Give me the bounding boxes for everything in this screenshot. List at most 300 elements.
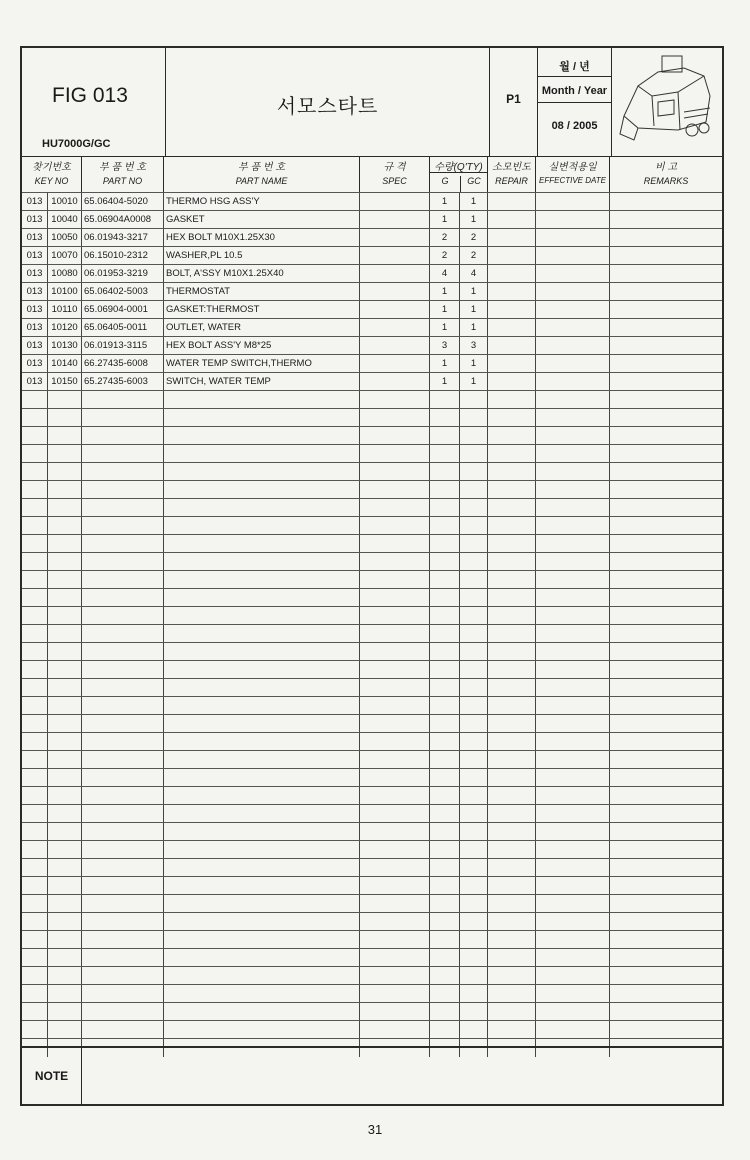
spec-cell [360,1003,430,1021]
part-name-cell [164,1021,360,1039]
qty-g-cell [430,769,460,787]
qty-gc-cell [460,733,488,751]
qty-g-cell: 1 [430,319,460,337]
spec-cell [360,463,430,481]
fig-cell [22,895,48,913]
repair-cell [488,301,536,319]
effective-cell [536,823,610,841]
spec-cell [360,193,430,211]
fig-cell [22,985,48,1003]
remarks-cell [610,463,722,481]
key-cell [48,949,82,967]
remarks-cell [610,841,722,859]
part-name-cell [164,841,360,859]
table-row [22,444,722,463]
key-cell: 10070 [48,247,82,265]
key-cell [48,661,82,679]
fig-cell [22,823,48,841]
qty-g-cell [430,535,460,553]
part-no-cell: 65.06402-5003 [82,283,164,301]
qty-g-cell [430,643,460,661]
qty-g-cell [430,931,460,949]
table-row [22,426,722,445]
qty-g-cell: 1 [430,301,460,319]
fig-cell [22,877,48,895]
remarks-cell [610,499,722,517]
spec-cell [360,589,430,607]
fig-cell [22,787,48,805]
part-no-cell [82,445,164,463]
part-no-cell [82,913,164,931]
part-no-cell [82,697,164,715]
part-name-cell [164,553,360,571]
spec-cell [360,373,430,391]
spec-cell [360,715,430,733]
remarks-cell [610,409,722,427]
spec-cell [360,823,430,841]
fig-cell: 013 [22,373,48,391]
qty-gc-cell [460,931,488,949]
part-no-cell [82,1003,164,1021]
part-no-cell [82,481,164,499]
fig-cell [22,733,48,751]
fig-cell [22,913,48,931]
fig-cell: 013 [22,265,48,283]
effective-cell [536,517,610,535]
key-cell: 10050 [48,229,82,247]
spec-cell [360,283,430,301]
qty-g-cell [430,715,460,733]
qty-g-cell [430,751,460,769]
spec-cell [360,211,430,229]
spec-cell [360,355,430,373]
table-row [22,588,722,607]
part-name-cell [164,661,360,679]
qty-gc-cell [460,823,488,841]
table-header [22,156,722,192]
page-title: 서모스타트 [276,96,379,118]
qty-gc-cell [460,913,488,931]
fig-cell [22,427,48,445]
part-no-cell [82,625,164,643]
key-cell: 10140 [48,355,82,373]
repair-cell [488,733,536,751]
parts-sheet [20,46,724,1106]
spec-cell [360,1021,430,1039]
key-cell [48,481,82,499]
part-name-cell [164,985,360,1003]
remarks-cell [610,301,722,319]
fig-cell [22,571,48,589]
part-name-cell: WASHER,PL 10.5 [164,247,360,265]
part-name-cell [164,463,360,481]
effective-cell [536,301,610,319]
qty-gc-cell [460,679,488,697]
fig-cell [22,769,48,787]
table-row [22,840,722,859]
part-no-cell [82,733,164,751]
fig-cell [22,607,48,625]
effective-cell [536,841,610,859]
remarks-cell [610,877,722,895]
qty-gc-cell: 1 [460,355,488,373]
effective-cell [536,553,610,571]
effective-cell [536,571,610,589]
repair-cell [488,1021,536,1039]
repair-cell [488,409,536,427]
effective-cell [536,859,610,877]
fig-cell: 013 [22,193,48,211]
part-no-cell: 65.06904A0008 [82,211,164,229]
qty-g-cell [430,913,460,931]
table-row [22,966,722,985]
table-row [22,876,722,895]
part-name-cell [164,571,360,589]
fig-cell: 013 [22,337,48,355]
key-cell [48,733,82,751]
spec-cell [360,661,430,679]
repair-cell [488,679,536,697]
qty-g-cell [430,733,460,751]
effective-cell [536,625,610,643]
effective-cell [536,769,610,787]
part-name-cell [164,715,360,733]
effective-cell [536,661,610,679]
spec-cell [360,877,430,895]
remarks-cell [610,553,722,571]
spec-cell [360,967,430,985]
spec-cell [360,535,430,553]
qty-gc-cell [460,409,488,427]
remarks-cell [610,679,722,697]
remarks-cell [610,751,722,769]
fig-cell [22,535,48,553]
fig-cell [22,499,48,517]
effective-cell [536,229,610,247]
effective-cell [536,373,610,391]
part-name-cell [164,589,360,607]
repair-cell [488,463,536,481]
repair-cell [488,607,536,625]
spec-cell [360,427,430,445]
key-cell [48,391,82,409]
part-no-cell [82,1021,164,1039]
spec-cell [360,409,430,427]
qty-gc-cell [460,877,488,895]
repair-cell [488,499,536,517]
remarks-cell [610,571,722,589]
qty-gc-cell [460,499,488,517]
repair-cell [488,949,536,967]
page-number: 31 [367,1122,383,1137]
key-cell: 10150 [48,373,82,391]
spec-cell [360,319,430,337]
date-korean-label: 월 / 년 [559,61,590,73]
note-section [22,1046,722,1104]
part-name-cell [164,697,360,715]
fig-cell: 013 [22,229,48,247]
effective-cell [536,733,610,751]
repair-cell [488,895,536,913]
key-cell [48,1003,82,1021]
key-cell [48,535,82,553]
part-name-cell [164,913,360,931]
part-no-cell [82,607,164,625]
table-row [22,984,722,1003]
repair-cell [488,769,536,787]
effective-cell [536,589,610,607]
part-name-cell: BOLT, A'SSY M10X1.25X40 [164,265,360,283]
remarks-cell [610,517,722,535]
remarks-cell [610,949,722,967]
spec-cell [360,625,430,643]
table-row [22,912,722,931]
repair-cell [488,517,536,535]
table-row [22,462,722,481]
remarks-cell [610,733,722,751]
repair-cell [488,913,536,931]
fig-cell [22,697,48,715]
spec-cell [360,517,430,535]
qty-g-cell [430,895,460,913]
part-no-cell [82,391,164,409]
fig-cell: 013 [22,301,48,319]
repair-cell [488,319,536,337]
effective-cell [536,499,610,517]
part-no-cell: 06.01913-3115 [82,337,164,355]
fig-cell [22,48,166,156]
fig-cell [22,445,48,463]
part-no-cell [82,517,164,535]
repair-cell [488,661,536,679]
part-name-cell [164,535,360,553]
table-row [22,480,722,499]
remarks-cell [610,283,722,301]
repair-cell [488,625,536,643]
qty-g-cell [430,607,460,625]
part-name-cell [164,895,360,913]
key-cell: 10130 [48,337,82,355]
repair-cell [488,391,536,409]
qty-gc-cell [460,805,488,823]
key-cell [48,679,82,697]
col-spec: 규 격 SPEC [360,156,430,192]
spec-cell [360,643,430,661]
part-name-cell [164,481,360,499]
remarks-cell [610,661,722,679]
spec-cell [360,931,430,949]
effective-cell [536,751,610,769]
key-cell [48,859,82,877]
fig-cell [22,805,48,823]
part-no-cell [82,787,164,805]
fig-cell [22,517,48,535]
remarks-cell [610,1021,722,1039]
part-name-cell [164,805,360,823]
effective-cell [536,211,610,229]
part-no-cell [82,535,164,553]
part-name-cell [164,391,360,409]
remarks-cell [610,247,722,265]
spec-cell [360,481,430,499]
col-qty: 수량(Q'TY) G GC [430,156,488,192]
table-row [22,516,722,535]
effective-cell [536,805,610,823]
effective-cell [536,607,610,625]
part-name-cell [164,517,360,535]
qty-g-cell [430,679,460,697]
key-cell [48,553,82,571]
spec-cell [360,391,430,409]
spec-cell [360,787,430,805]
part-name-cell [164,409,360,427]
part-name-cell [164,931,360,949]
table-row [22,498,722,517]
repair-cell [488,967,536,985]
part-no-cell [82,877,164,895]
qty-gc-cell: 1 [460,319,488,337]
qty-g-cell [430,787,460,805]
key-cell [48,841,82,859]
part-name-cell [164,751,360,769]
qty-g-cell [430,949,460,967]
table-row [22,894,722,913]
spec-cell [360,913,430,931]
table-row [22,768,722,787]
qty-gc-cell [460,571,488,589]
spec-cell [360,841,430,859]
repair-cell [488,355,536,373]
qty-g-cell [430,967,460,985]
col-key-no: 찾기번호 KEY NO [22,156,82,192]
qty-gc-cell [460,697,488,715]
spec-cell [360,607,430,625]
effective-cell [536,1021,610,1039]
repair-cell [488,1003,536,1021]
col-effective-date: 실변적용일 EFFECTIVE DATE [536,156,610,192]
qty-g-cell: 1 [430,283,460,301]
effective-cell [536,337,610,355]
remarks-cell [610,373,722,391]
qty-g-cell [430,625,460,643]
spec-cell [360,445,430,463]
qty-gc-cell [460,1021,488,1039]
qty-g-cell [430,517,460,535]
date-cell [538,48,612,156]
spec-cell [360,733,430,751]
effective-cell [536,949,610,967]
repair-cell [488,931,536,949]
spec-cell [360,571,430,589]
table-row [22,732,722,751]
table-row [22,300,722,319]
part-no-cell [82,931,164,949]
spec-cell [360,769,430,787]
fig-cell [22,949,48,967]
part-no-cell [82,571,164,589]
table-row [22,552,722,571]
part-name-cell: OUTLET, WATER [164,319,360,337]
fig-cell [22,679,48,697]
qty-gc-cell [460,643,488,661]
table-row [22,318,722,337]
key-cell: 10010 [48,193,82,211]
qty-gc-cell [460,607,488,625]
repair-cell [488,481,536,499]
fig-cell: 013 [22,355,48,373]
col-part-no: 부 품 번 호 PART NO [82,156,164,192]
spec-cell [360,985,430,1003]
table-row [22,246,722,265]
table-row [22,336,722,355]
key-cell [48,751,82,769]
qty-gc-cell: 3 [460,337,488,355]
key-cell [48,643,82,661]
qty-g-cell [430,877,460,895]
date-english-label: Month / Year [541,85,608,97]
qty-g-cell [430,661,460,679]
key-cell [48,499,82,517]
repair-cell [488,193,536,211]
qty-g-cell [430,445,460,463]
repair-cell [488,211,536,229]
qty-gc-cell [460,445,488,463]
effective-cell [536,247,610,265]
qty-g-cell: 1 [430,193,460,211]
remarks-cell [610,427,722,445]
repair-cell [488,877,536,895]
qty-gc-cell: 1 [460,301,488,319]
table-row [22,408,722,427]
part-name-cell: THERMOSTAT [164,283,360,301]
key-cell [48,571,82,589]
remarks-cell [610,931,722,949]
qty-gc-cell [460,625,488,643]
fig-cell [22,715,48,733]
effective-cell [536,283,610,301]
repair-cell [488,643,536,661]
spec-cell [360,949,430,967]
remarks-cell [610,607,722,625]
qty-g-cell: 1 [430,211,460,229]
table-row [22,282,722,301]
qty-gc-cell [460,553,488,571]
part-no-cell [82,553,164,571]
remarks-cell [610,805,722,823]
effective-cell [536,913,610,931]
table-row [22,678,722,697]
effective-cell [536,391,610,409]
fig-label: FIG 013 [52,84,128,107]
effective-cell [536,445,610,463]
part-no-cell [82,679,164,697]
qty-gc-cell [460,787,488,805]
repair-cell [488,787,536,805]
part-name-cell: SWITCH, WATER TEMP [164,373,360,391]
spec-cell [360,229,430,247]
qty-g-cell [430,499,460,517]
repair-cell [488,589,536,607]
repair-cell [488,859,536,877]
part-no-cell: 65.06404-5020 [82,193,164,211]
remarks-cell [610,697,722,715]
fig-cell [22,967,48,985]
part-name-cell: THERMO HSG ASS'Y [164,193,360,211]
part-no-cell [82,895,164,913]
key-cell [48,913,82,931]
key-cell [48,823,82,841]
repair-cell [488,427,536,445]
